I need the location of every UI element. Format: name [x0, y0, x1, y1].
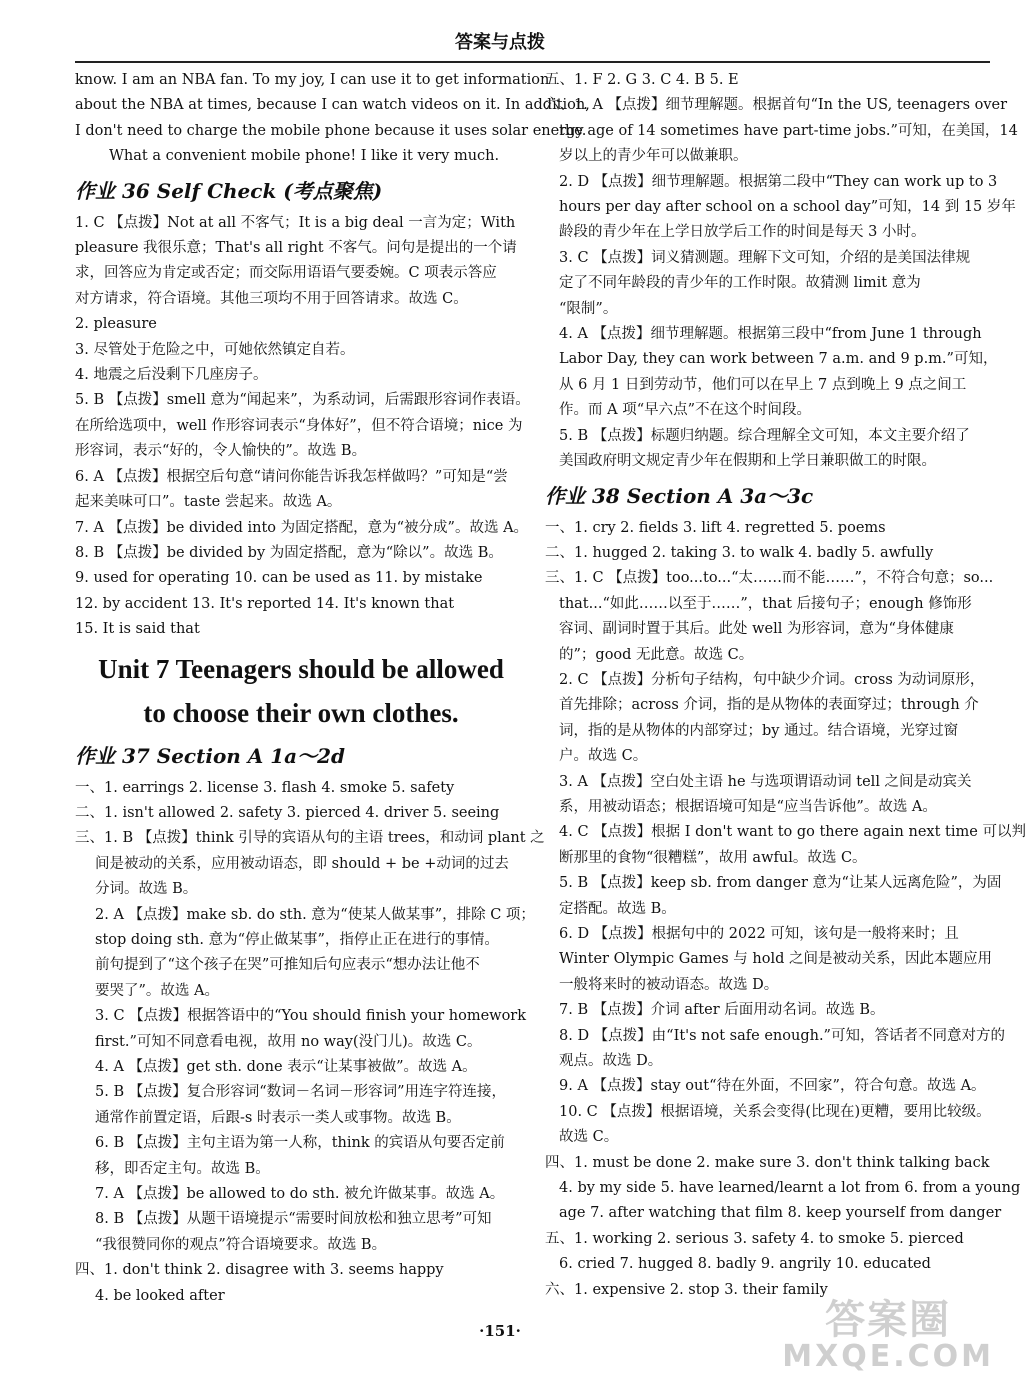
- page-header: 答案与点拨: [455, 32, 545, 53]
- text-line: 4. A 【点拨】get sth. done 表示“让某事被做”。故选 A。: [95, 1059, 477, 1075]
- text-line: 美国政府明文规定青少年在假期和上学日兼职做工的时限。: [559, 453, 936, 470]
- text-line: 分词。故选 B。: [95, 881, 198, 898]
- text-line: 5. B 【点拨】smell 意为“闻起来”，为系动词，后需跟形容词作表语。: [75, 392, 530, 409]
- text-line: 一、1. cry 2. fields 3. lift 4. regretted 5. poems: [545, 519, 886, 536]
- text-line: 5. B 【点拨】标题归纳题。综合理解全文可知，本文主要介绍了: [559, 427, 970, 444]
- header-rule: [75, 61, 990, 63]
- text-line: 定搭配。故选 B。: [559, 900, 676, 917]
- text-line: 词，指的是从物体的内部穿过；by 通过。结合语境，光穿过窗: [559, 722, 959, 739]
- text-line: 观点。故选 D。: [559, 1053, 663, 1070]
- text-line: 断那里的食物“很糟糕”，故用 awful。故选 C。: [559, 849, 867, 866]
- text-line: 五、1. working 2. serious 3. safety 4. to smoke 5. pierced: [545, 1230, 964, 1247]
- text-line: 系，用被动语态；根据语境可知是“应当告诉他”。故选 A。: [559, 798, 937, 815]
- text-line: 8. D 【点拨】由“It's not safe enough.”可知，答话者不同意对方的: [559, 1027, 1005, 1044]
- text-line: 8. B 【点拨】be divided by 为固定搭配，意为“除以”。故选 B。: [75, 544, 503, 561]
- text-line: 二、1. hugged 2. taking 3. to walk 4. badly 5. awfully: [545, 544, 934, 561]
- text-line: 6. B 【点拨】主句主语为第一人称，think 的宾语从句要否定前: [95, 1135, 505, 1152]
- text-line: 间是被动的关系，应用被动语态，即 should + be +动词的过去: [95, 855, 509, 872]
- text-line: 9. used for operating 10. can be used as 11. by mistake: [75, 570, 483, 587]
- watermark-line1: 答案圈: [825, 1297, 952, 1343]
- text-line: 6. cried 7. hugged 8. badly 9. angrily 10. educated: [559, 1256, 931, 1273]
- text-line: “我很赞同你的观点”符合语境要求。故选 B。: [95, 1236, 387, 1253]
- text-line: 四、1. must be done 2. make sure 3. don't think talking back: [545, 1154, 990, 1171]
- watermark-line2: MXQE.COM: [782, 1339, 994, 1374]
- text-line: 10. C 【点拨】根据语境，关系会变得(比现在)更糟，要用比较级。: [559, 1103, 991, 1120]
- watermark-logo: [782, 1297, 994, 1374]
- text-line: age 7. after watching that film 8. keep yourself from danger: [559, 1205, 1002, 1222]
- text-line: 龄段的青少年在上学日放学后工作的时间是每天 3 小时。: [559, 224, 926, 241]
- page-number: ·151·: [479, 1322, 521, 1340]
- text-line: 6. D 【点拨】根据句中的 2022 可知，该句是一般将来时；且: [559, 926, 959, 942]
- text-line: 五、1. F 2. G 3. C 4. B 5. E: [545, 72, 739, 88]
- text-line: 在所给选项中，well 作形容词表示“身体好”，但不符合语境；nice 为: [75, 417, 523, 434]
- text-line: 一、1. earrings 2. license 3. flash 4. smoke 5. safety: [75, 779, 455, 796]
- text-line: 对方请求，符合语境。其他三项均不用于回答请求。故选 C。: [75, 290, 468, 307]
- text-line: 六、1. A 【点拨】细节理解题。根据首句“In the US, teenagers over: [545, 97, 1008, 114]
- text-line: 一般将来时的被动语态。故选 D。: [559, 976, 779, 993]
- text-line: 3. 尽管处于危险之中，可她依然镇定自若。: [75, 341, 355, 358]
- text-line: 7. A 【点拨】be divided into 为固定搭配，意为“被分成”。故选 A。: [75, 519, 529, 536]
- text-line: 9. A 【点拨】stay out“待在外面，不回家”，符合句意。故选 A。: [559, 1078, 986, 1095]
- text-line: 4. be looked after: [95, 1287, 225, 1304]
- text-line: 从 6 月 1 日到劳动节，他们可以在早上 7 点到晚上 9 点之间工: [559, 376, 967, 393]
- text-line: 作。而 A 项“早六点”不在这个时间段。: [559, 402, 812, 419]
- text-line: 3. C 【点拨】根据答语中的“You should finish your homework: [95, 1008, 527, 1025]
- text-line: 15. It is said that: [75, 621, 200, 638]
- text-line: 三、1. C 【点拨】too...to...“太……而不能……”，不符合句意；so...: [545, 570, 994, 587]
- text-line: that...“如此……以至于……”，that 后接句子；enough 修饰形: [559, 595, 972, 612]
- text-line: 7. A 【点拨】be allowed to do sth. 被允许做某事。故选 A。: [95, 1186, 505, 1203]
- text-line: 定了不同年龄段的青少年的工作时限。故猜测 limit 意为: [559, 275, 921, 292]
- text-line: 六、1. expensive 2. stop 3. their family: [545, 1281, 828, 1298]
- text-line: 三、1. B 【点拨】think 引导的宾语从句的主语 trees，和动词 plant 之: [75, 830, 545, 847]
- text-line: 要哭了”。故选 A。: [95, 982, 219, 999]
- text-line: 二、1. isn't allowed 2. safety 3. pierced 4. driver 5. seeing: [75, 804, 500, 821]
- text-line: 岁以上的青少年可以做兼职。: [559, 148, 748, 165]
- text-line: 4. C 【点拨】根据 I don't want to go there again next time 可以判: [559, 824, 1026, 841]
- text-line: 6. A 【点拨】根据空后句意“请问你能告诉我怎样做吗？”可知是“尝: [75, 468, 508, 485]
- text-line: about the NBA at times, because I can watch videos on it. In addition,: [75, 97, 590, 114]
- text-line: 4. by my side 5. have learned/learnt a lot from 6. from a young: [559, 1180, 1021, 1197]
- text-line: 3. C 【点拨】词义猜测题。理解下文可知，介绍的是美国法律规: [559, 249, 971, 266]
- text-line: 四、1. don't think 2. disagree with 3. seems happy: [75, 1262, 444, 1279]
- text-line: 7. B 【点拨】介词 after 后面用动名词。故选 B。: [559, 1002, 885, 1019]
- text-line: the age of 14 sometimes have part-time jobs.”可知，在美国，14: [559, 122, 1018, 139]
- text-line: know. I am an NBA fan. To my joy, I can use it to get information: [75, 72, 550, 88]
- text-line: stop doing sth. 意为“停止做某事”，指停止正在进行的事情。: [95, 931, 499, 948]
- text-line: I don't need to charge the mobile phone because it uses solar energy.: [75, 122, 587, 139]
- text-line: 8. B 【点拨】从题干语境提示“需要时间放松和独立思考”可知: [95, 1211, 492, 1228]
- text-line: Winter Olympic Games 与 hold 之间是被动关系，因此本题应用: [559, 951, 993, 968]
- text-line: 4. A 【点拨】细节理解题。根据第三段中“from June 1 through: [559, 326, 982, 343]
- text-line: 的”；good 无此意。故选 C。: [559, 646, 754, 663]
- unit-title: Unit 7 Teenagers should be allowed: [98, 653, 504, 684]
- text-line: 通常作前置定语，后跟-s 时表示一类人或事物。故选 B。: [95, 1109, 461, 1126]
- text-line: 户。故选 C。: [559, 748, 648, 765]
- section-heading: 作业 37 Section A 1a～2d: [75, 743, 346, 768]
- text-line: 首先排除；across 介词，指的是从物体的表面穿过；through 介: [559, 697, 979, 714]
- text-line: 容词、副词时置于其后。此处 well 为形容词，意为“身体健康: [559, 621, 954, 638]
- text-line: 2. C 【点拨】分析句子结构，句中缺少介词。cross 为动词原形，: [559, 671, 985, 688]
- text-line: 12. by accident 13. It's reported 14. It's known that: [75, 595, 455, 612]
- text-line: 前句提到了“这个孩子在哭”可推知后句应表示“想办法让他不: [95, 957, 480, 974]
- text-line: 求，回答应为肯定或否定；而交际用语语气要委婉。C 项表示答应: [75, 265, 497, 282]
- text-line: 2. pleasure: [75, 316, 157, 333]
- right-column: [545, 68, 1026, 1303]
- text-line: 故选 C。: [559, 1129, 619, 1146]
- section-heading: 作业 36 Self Check (考点聚焦): [75, 178, 383, 203]
- text-line: 1. C 【点拨】Not at all 不客气；It is a big deal 一言为定；With: [75, 214, 516, 231]
- text-line: first.”可知不同意看电视，故用 no way(没门儿)。故选 C。: [95, 1033, 482, 1050]
- text-line: 2. D 【点拨】细节理解题。根据第二段中“They can work up to 3: [559, 173, 998, 190]
- text-line: 5. B 【点拨】keep sb. from danger 意为“让某人远离危险”，为固: [559, 875, 1002, 892]
- text-line: 3. A 【点拨】空白处主语 he 与选项谓语动词 tell 之间是动宾关: [559, 773, 972, 790]
- text-line: 5. B 【点拨】复合形容词“数词－名词－形容词”用连字符连接，: [95, 1084, 507, 1101]
- text-line: 2. A 【点拨】make sb. do sth. 意为“使某人做某事”，排除 C 项；: [95, 906, 535, 923]
- text-line: “限制”。: [559, 300, 618, 317]
- text-line: 移，即否定主句。故选 B。: [95, 1160, 270, 1177]
- section-heading: 作业 38 Section A 3a～3c: [545, 483, 814, 508]
- text-line: 4. 地震之后没剩下几座房子。: [75, 367, 268, 384]
- unit-title: to choose their own clothes.: [143, 697, 459, 728]
- text-line: What a convenient mobile phone! I like it very much.: [109, 148, 500, 165]
- text-line: pleasure 我很乐意；That's all right 不客气。问句是提出的一个请: [75, 240, 517, 257]
- text-line: hours per day after school on a school day”可知，14 到 15 岁年: [559, 199, 1016, 216]
- text-line: Labor Day, they can work between 7 a.m. and 9 p.m.”可知，: [559, 351, 998, 368]
- text-line: 形容词，表示“好的，令人愉快的”。故选 B。: [75, 443, 367, 460]
- text-line: 起来美味可口”。taste 尝起来。故选 A。: [75, 494, 342, 511]
